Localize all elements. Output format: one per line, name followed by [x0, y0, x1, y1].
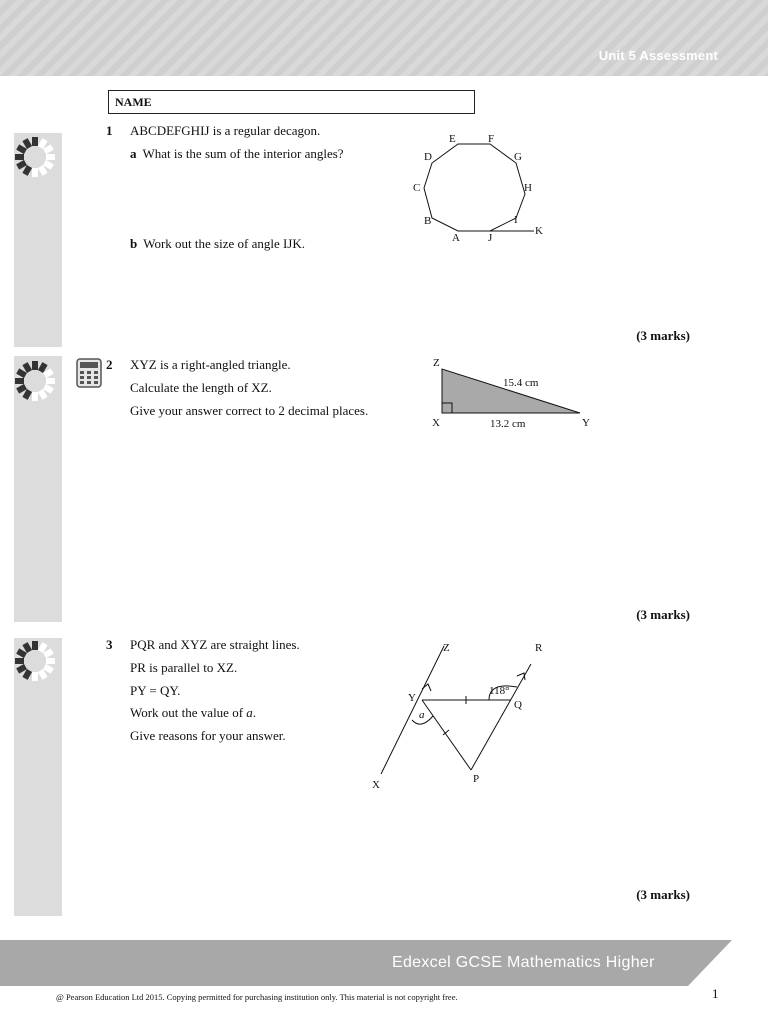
page-number: 1: [712, 986, 719, 1001]
difficulty-dial-icon: [12, 358, 58, 404]
vertex-label: Y: [408, 692, 416, 704]
marks-label: (3 marks): [636, 607, 690, 622]
difficulty-dial-icon: [12, 638, 58, 684]
angle-label: 118°: [489, 685, 510, 697]
parallel-lines-diagram: [365, 636, 550, 796]
right-triangle-diagram: [428, 352, 598, 432]
part-text: Work out the size of angle IJK.: [143, 236, 306, 251]
header-band: [0, 0, 768, 76]
question-text: PQR and XYZ are straight lines.: [130, 637, 300, 652]
question-part-b: [130, 236, 305, 252]
calculator-icon: [76, 358, 102, 388]
vertex-label: Q: [514, 699, 522, 711]
vertex-label: P: [473, 773, 480, 785]
vertex-label: Z: [433, 357, 440, 369]
question-text: [130, 705, 256, 721]
difficulty-dial-icon: [12, 134, 58, 180]
question-number: 2: [106, 357, 113, 372]
part-text: What is the sum of the interior angles?: [142, 146, 344, 161]
part-label: a: [130, 146, 137, 161]
question-part-a: [130, 146, 344, 162]
name-label: NAME: [115, 95, 152, 109]
question-text: XYZ is a right-angled triangle.: [130, 357, 291, 372]
question-text: PR is parallel to XZ.: [130, 660, 238, 675]
marks-label: (3 marks): [636, 328, 690, 343]
vertex-label: F: [488, 133, 495, 145]
question-text-part: Work out the value of: [130, 705, 247, 720]
header-title: Unit 5 Assessment: [598, 48, 718, 63]
vertex-label: K: [535, 225, 543, 237]
vertex-label: H: [524, 182, 532, 194]
vertex-label: G: [514, 151, 522, 163]
question-text: PY = QY.: [130, 683, 181, 698]
part-label: b: [130, 236, 138, 251]
vertex-label: I: [514, 214, 518, 226]
copyright-text: @ Pearson Education Ltd 2015. Copying permitted for purchasing institution only. This material is not copyright free.: [56, 992, 458, 1002]
vertex-label: Z: [443, 642, 450, 654]
vertex-label: C: [413, 182, 421, 194]
vertex-label: R: [535, 642, 543, 654]
vertex-label: Y: [582, 417, 590, 429]
vertex-label: E: [449, 133, 456, 145]
vertex-label: J: [488, 232, 493, 244]
question-text: ABCDEFGHIJ is a regular decagon.: [130, 123, 321, 138]
vertex-label: A: [452, 232, 460, 244]
full-stop: .: [252, 705, 257, 720]
side-length-label: 13.2 cm: [490, 418, 526, 430]
vertex-label: D: [424, 151, 432, 163]
question-text: Give reasons for your answer.: [130, 728, 286, 743]
vertex-label: B: [424, 215, 432, 227]
decagon-diagram: [410, 130, 550, 245]
angle-label: a: [419, 709, 425, 721]
footer-title: Edexcel GCSE Mathematics Higher: [392, 954, 655, 971]
question-number: 3: [106, 637, 113, 652]
side-length-label: 15.4 cm: [503, 377, 539, 389]
name-field[interactable]: [108, 90, 475, 114]
vertex-label: X: [432, 417, 440, 429]
question-text: Give your answer correct to 2 decimal places.: [130, 403, 369, 418]
vertex-label: X: [372, 779, 380, 791]
marks-label: (3 marks): [636, 887, 690, 902]
variable-a: a: [246, 705, 253, 720]
question-text: Calculate the length of XZ.: [130, 380, 272, 395]
question-number: 1: [106, 123, 113, 138]
